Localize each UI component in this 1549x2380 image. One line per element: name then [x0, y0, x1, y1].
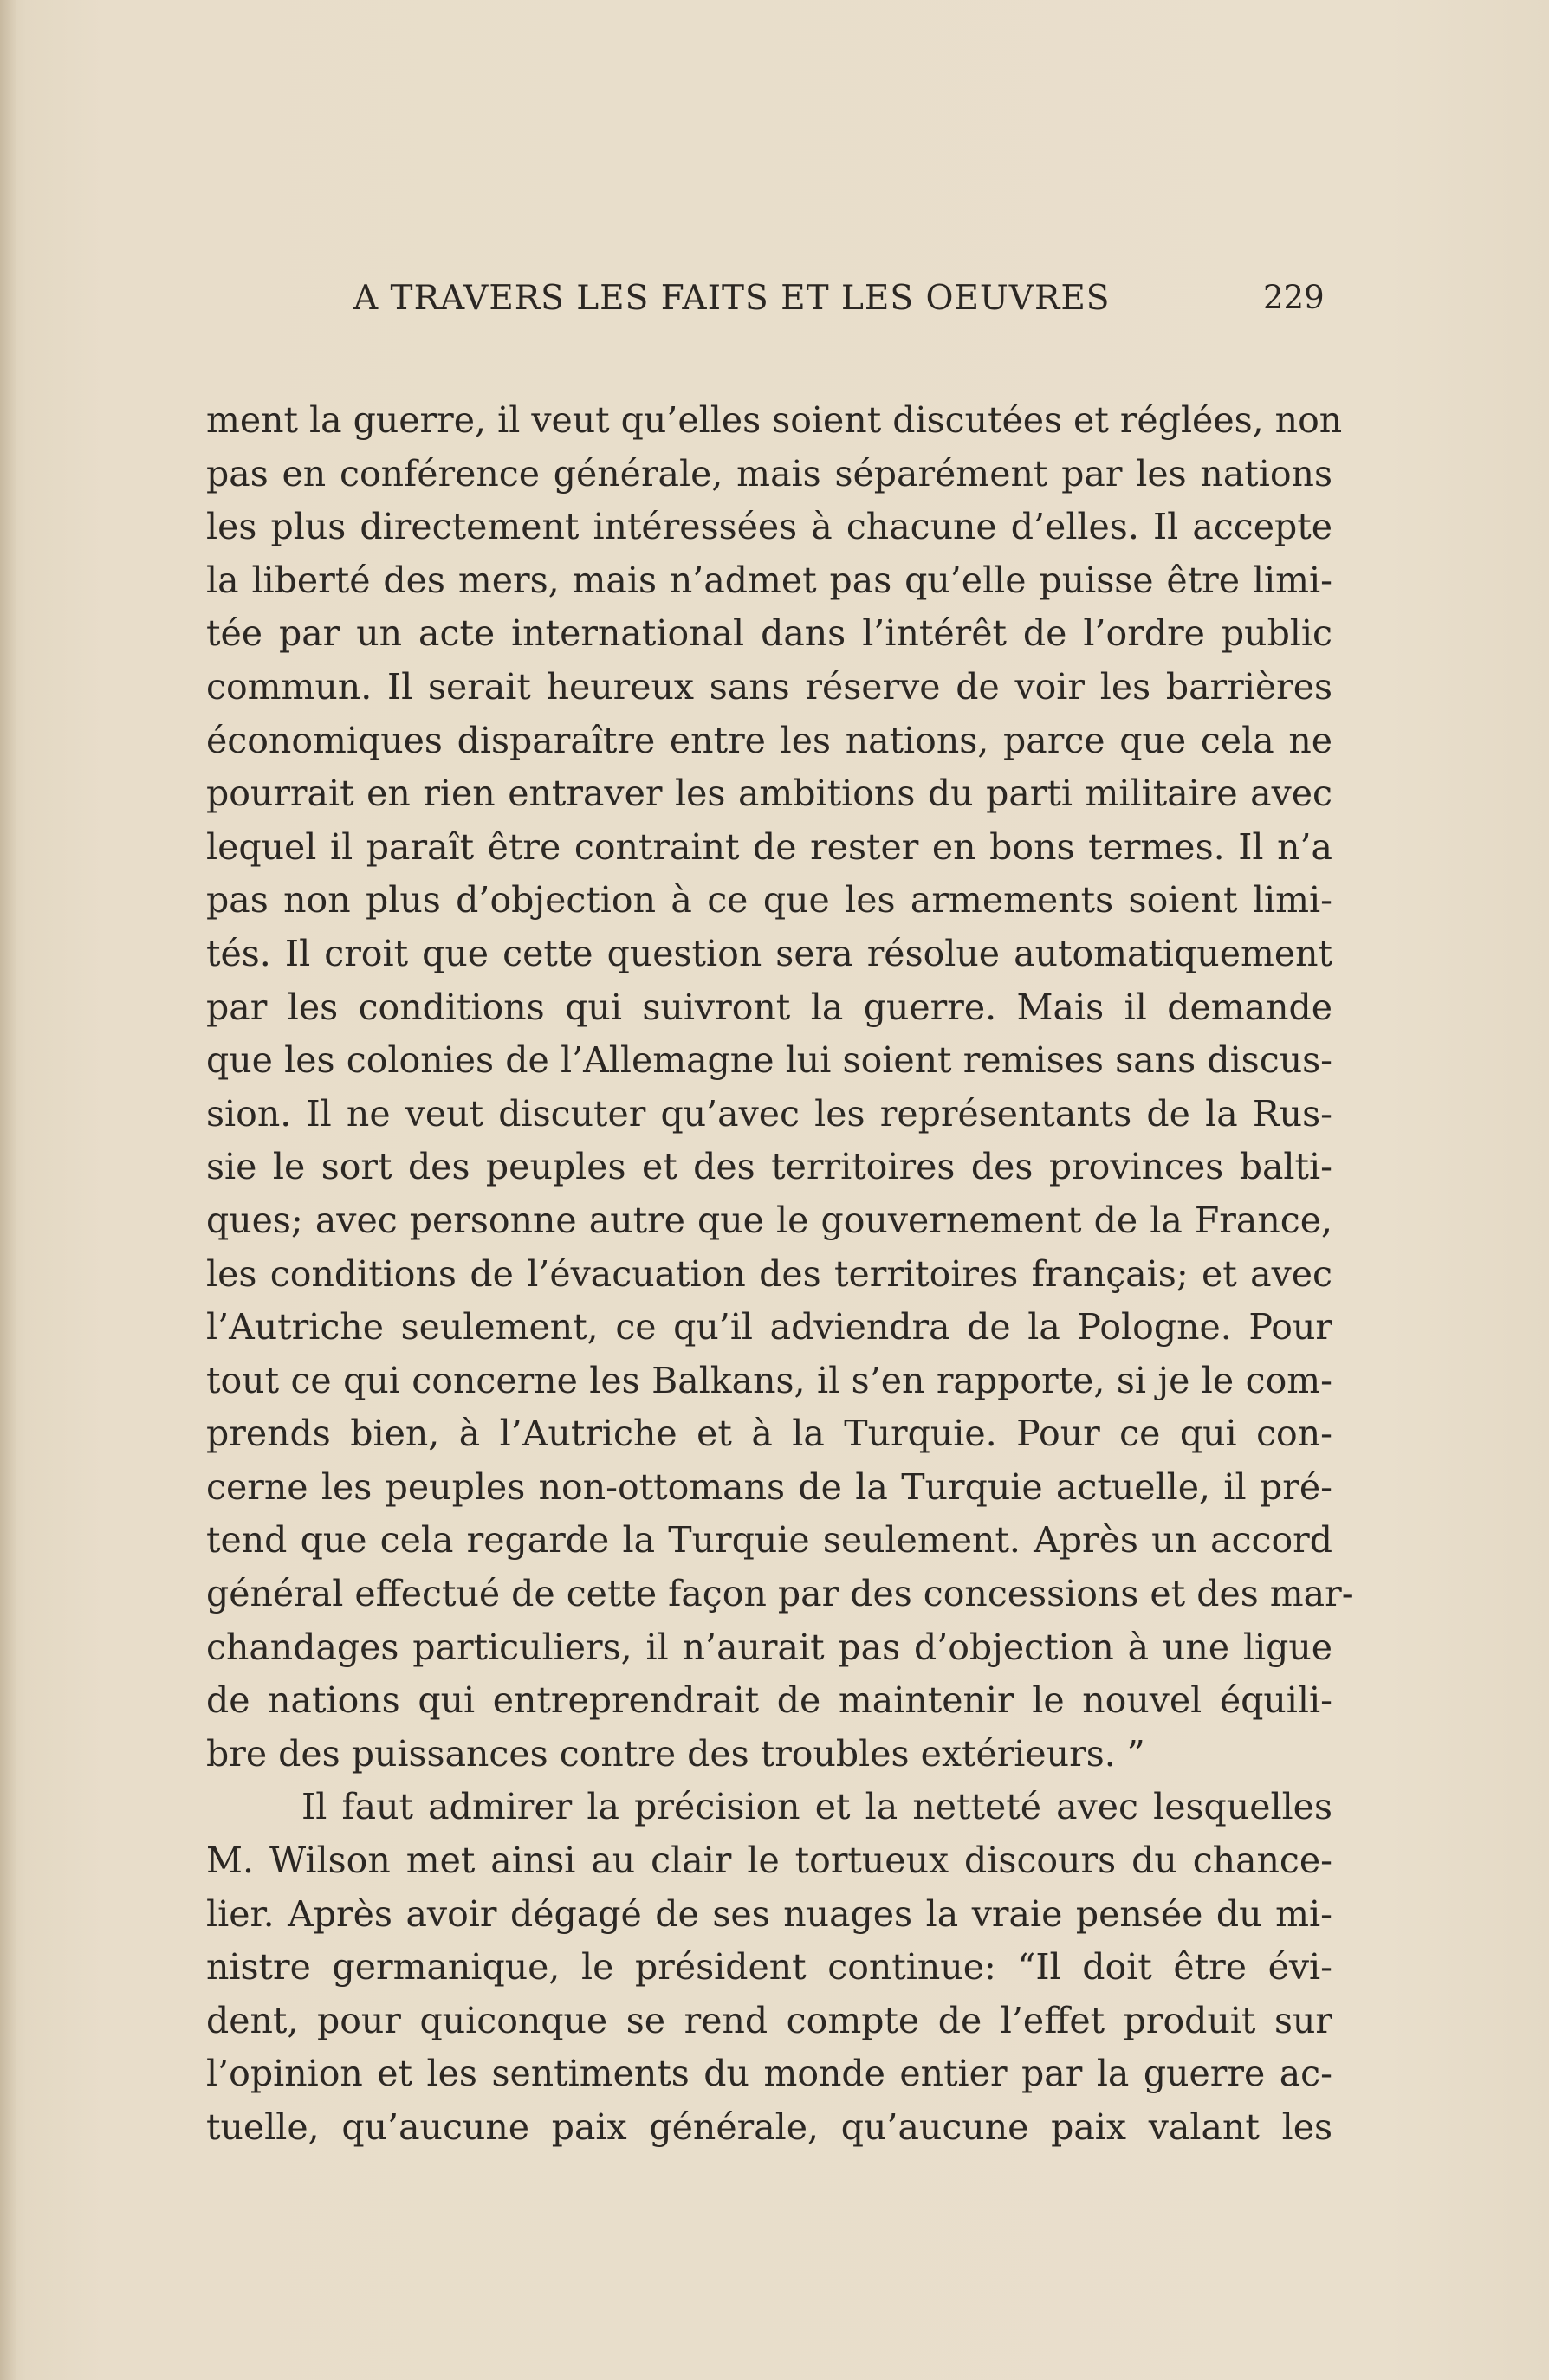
- text-line: tuelle, qu’aucune paix générale, qu’aucune paix valant les: [206, 2106, 1332, 2148]
- text-line: par les conditions qui suivront la guerre. Mais il demande: [206, 986, 1332, 1028]
- text-line: ment la guerre, il veut qu’elles soient discutées et réglées, non: [206, 399, 1343, 441]
- text-line: économiques disparaître entre les nations, parce que cela ne: [206, 719, 1332, 761]
- text-line: tend que cela regarde la Turquie seulement. Après un accord: [206, 1519, 1332, 1562]
- paragraph-first-line: Il faut admirer la précision et la netteté avec lesquelles: [301, 1786, 1332, 1828]
- text-line: cerne les peuples non-ottomans de la Turquie actuelle, il pré-: [206, 1465, 1332, 1508]
- text-line: tée par un acte international dans l’intérêt de l’ordre public: [206, 612, 1332, 655]
- text-line: nistre germanique, le président continue: “Il doit être évi-: [206, 1946, 1332, 1989]
- text-line: tout ce qui concerne les Balkans, il s’en rapporte, si je le com-: [206, 1359, 1332, 1401]
- text-line: l’Autriche seulement, ce qu’il adviendra de la Pologne. Pour: [206, 1306, 1332, 1348]
- text-line: pourrait en rien entraver les ambitions du parti militaire avec: [206, 773, 1332, 815]
- text-line: de nations qui entreprendrait de maintenir le nouvel équili-: [206, 1679, 1332, 1722]
- text-line: la liberté des mers, mais n’admet pas qu’elle puisse être limi-: [206, 559, 1332, 601]
- text-line: bre des puissances contre des troubles extérieurs. ”: [206, 1732, 1145, 1775]
- text-line: que les colonies de l’Allemagne lui soient remises sans discus-: [206, 1039, 1332, 1082]
- text-line: dent, pour quiconque se rend compte de l’effet produit sur: [206, 1999, 1332, 2041]
- text-line: prends bien, à l’Autriche et à la Turquie. Pour ce qui con-: [206, 1413, 1332, 1455]
- body-text: [206, 394, 1354, 2155]
- text-line: général effectué de cette façon par des concessions et des mar-: [206, 1573, 1354, 1615]
- text-line: chandages particuliers, il n’aurait pas d’objection à une ligue: [206, 1626, 1332, 1668]
- text-line: les conditions de l’évacuation des territoires français; et avec: [206, 1252, 1332, 1295]
- text-line: sion. Il ne veut discuter qu’avec les représentants de la Rus-: [206, 1092, 1332, 1135]
- text-line: commun. Il serait heureux sans réserve de voir les barrières: [206, 665, 1332, 708]
- text-line: sie le sort des peuples et des territoires des provinces balti-: [206, 1146, 1332, 1188]
- running-head: [206, 279, 1332, 331]
- page-number: 229: [1263, 279, 1325, 316]
- text-line: lier. Après avoir dégagé de ses nuages la vraie pensée du mi-: [206, 1892, 1332, 1935]
- text-line: tés. Il croit que cette question sera résolue automatiquement: [206, 932, 1332, 974]
- binding-edge: [0, 0, 16, 2380]
- text-line: pas non plus d’objection à ce que les armements soient limi-: [206, 879, 1332, 922]
- running-title: A TRAVERS LES FAITS ET LES OEUVRES: [353, 279, 1111, 318]
- text-line: les plus directement intéressées à chacune d’elles. Il accepte: [206, 506, 1332, 548]
- text-line: ques; avec personne autre que le gouvernement de la France,: [206, 1199, 1332, 1241]
- text-line: pas en conférence générale, mais séparément par les nations: [206, 452, 1332, 495]
- text-line: l’opinion et les sentiments du monde entier par la guerre ac-: [206, 2053, 1332, 2095]
- text-line: M. Wilson met ainsi au clair le tortueux discours du chance-: [206, 1840, 1332, 1882]
- text-line: lequel il paraît être contraint de rester en bons termes. Il n’a: [206, 825, 1332, 868]
